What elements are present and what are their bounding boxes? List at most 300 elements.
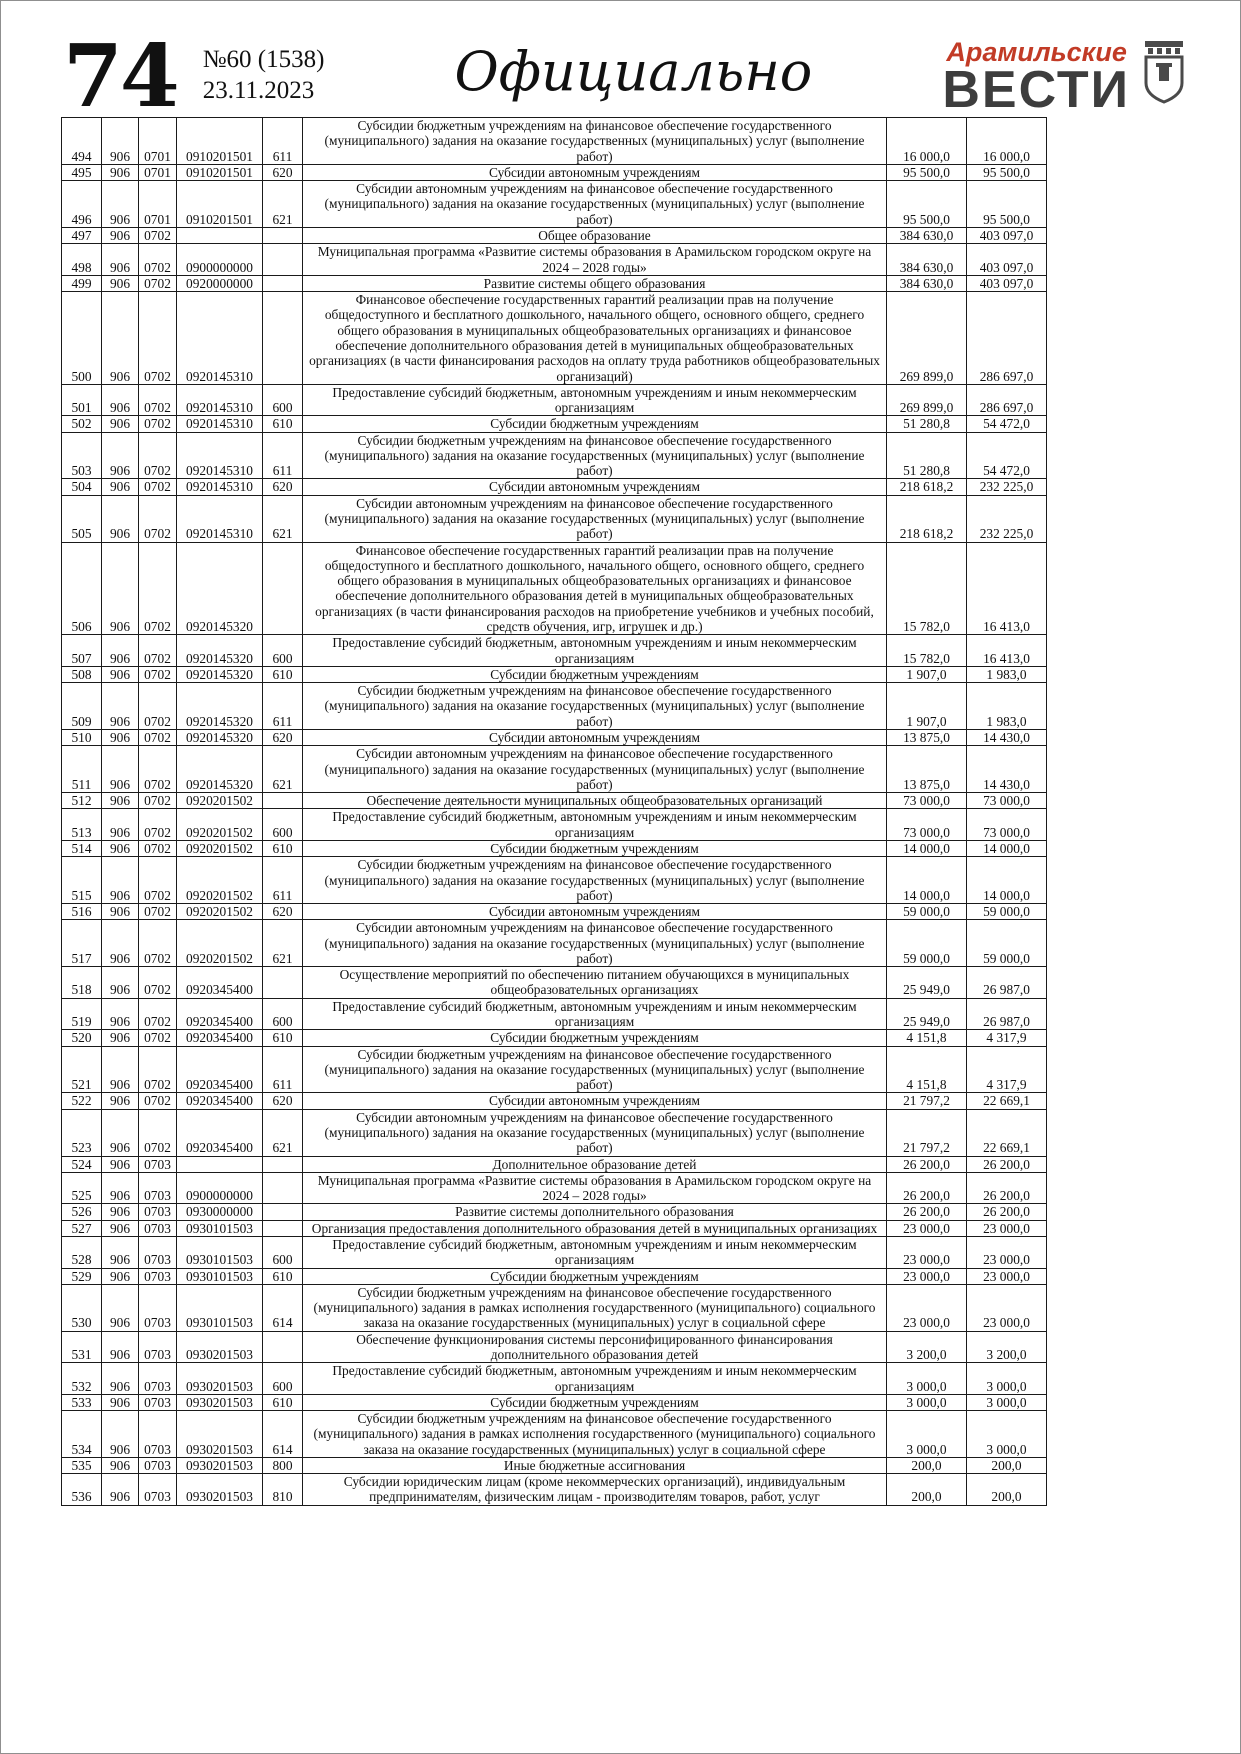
section-code-cell: 0702 xyxy=(139,967,177,999)
section-code-cell: 0702 xyxy=(139,809,177,841)
amount-first-cell: 3 000,0 xyxy=(887,1394,967,1410)
expense-name-cell: Субсидии бюджетным учреждениям xyxy=(303,1030,887,1046)
section-code-cell: 0701 xyxy=(139,181,177,228)
target-article-code-cell: 0920201502 xyxy=(177,840,263,856)
budget-table-row xyxy=(62,181,1047,228)
expense-name-cell: Общее образование xyxy=(303,227,887,243)
budget-table-row xyxy=(62,432,1047,479)
budget-table-row xyxy=(62,666,1047,682)
row-number-cell: 503 xyxy=(62,432,102,479)
expense-name-cell: Субсидии бюджетным учреждениям xyxy=(303,1268,887,1284)
amount-second-cell: 403 097,0 xyxy=(967,244,1047,276)
amount-second-cell: 22 669,1 xyxy=(967,1109,1047,1156)
expense-type-code-cell: 610 xyxy=(263,1030,303,1046)
row-number-cell: 519 xyxy=(62,998,102,1030)
expense-name-cell: Субсидии бюджетным учреждениям xyxy=(303,666,887,682)
row-number-cell: 521 xyxy=(62,1046,102,1093)
amount-second-cell: 3 200,0 xyxy=(967,1331,1047,1363)
section-code-cell: 0702 xyxy=(139,542,177,635)
section-code-cell: 0703 xyxy=(139,1204,177,1220)
budget-table-row xyxy=(62,384,1047,416)
amount-first-cell: 269 899,0 xyxy=(887,384,967,416)
amount-first-cell: 21 797,2 xyxy=(887,1093,967,1109)
expense-type-code-cell: 614 xyxy=(263,1284,303,1331)
expense-name-cell: Субсидии бюджетным учреждениям на финансовое обеспечение государственного (муниципального) задания на оказание государственных (муниципальных) услуг (выполнение работ) xyxy=(303,683,887,730)
row-number-cell: 500 xyxy=(62,292,102,385)
grbs-code-cell: 906 xyxy=(102,1363,139,1395)
budget-table-row xyxy=(62,542,1047,635)
expense-name-cell: Иные бюджетные ассигнования xyxy=(303,1457,887,1473)
expense-name-cell: Обеспечение функционирования системы персонифицированного финансирования дополнительного образования детей xyxy=(303,1331,887,1363)
row-number-cell: 494 xyxy=(62,118,102,165)
expense-name-cell: Предоставление субсидий бюджетным, автономным учреждениям и иным некоммерческим организациям xyxy=(303,809,887,841)
amount-second-cell: 26 200,0 xyxy=(967,1204,1047,1220)
expense-type-code-cell: 614 xyxy=(263,1411,303,1458)
section-code-cell: 0702 xyxy=(139,275,177,291)
expense-type-code-cell: 611 xyxy=(263,683,303,730)
target-article-code-cell: 0920145320 xyxy=(177,746,263,793)
row-number-cell: 512 xyxy=(62,793,102,809)
expense-name-cell: Предоставление субсидий бюджетным, автономным учреждениям и иным некоммерческим организациям xyxy=(303,384,887,416)
target-article-code-cell: 0920145320 xyxy=(177,635,263,667)
row-number-cell: 533 xyxy=(62,1394,102,1410)
budget-table-row xyxy=(62,1363,1047,1395)
expense-type-code-cell: 610 xyxy=(263,840,303,856)
target-article-code-cell: 0920345400 xyxy=(177,1093,263,1109)
amount-second-cell: 26 987,0 xyxy=(967,967,1047,999)
expense-type-code-cell: 611 xyxy=(263,432,303,479)
amount-first-cell: 200,0 xyxy=(887,1474,967,1506)
target-article-code-cell: 0910201501 xyxy=(177,181,263,228)
budget-table-row xyxy=(62,1030,1047,1046)
expense-name-cell: Муниципальная программа «Развитие системы образования в Арамильском городском округе на 2024 – 2028 годы» xyxy=(303,244,887,276)
section-code-cell: 0703 xyxy=(139,1457,177,1473)
expense-name-cell: Предоставление субсидий бюджетным, автономным учреждениям и иным некоммерческим организациям xyxy=(303,1236,887,1268)
target-article-code-cell: 0930101503 xyxy=(177,1268,263,1284)
target-article-code-cell: 0920145320 xyxy=(177,542,263,635)
target-article-code-cell: 0930201503 xyxy=(177,1474,263,1506)
expense-type-code-cell: 620 xyxy=(263,729,303,745)
budget-table-row xyxy=(62,967,1047,999)
amount-second-cell: 54 472,0 xyxy=(967,432,1047,479)
target-article-code-cell: 0930201503 xyxy=(177,1394,263,1410)
expense-type-code-cell: 600 xyxy=(263,384,303,416)
target-article-code-cell: 0930201503 xyxy=(177,1363,263,1395)
expense-type-code-cell: 610 xyxy=(263,416,303,432)
expense-name-cell: Субсидии бюджетным учреждениям xyxy=(303,416,887,432)
amount-first-cell: 23 000,0 xyxy=(887,1268,967,1284)
expense-type-code-cell: 621 xyxy=(263,920,303,967)
budget-table-row xyxy=(62,840,1047,856)
expense-type-code-cell: 620 xyxy=(263,164,303,180)
row-number-cell: 507 xyxy=(62,635,102,667)
section-code-cell: 0702 xyxy=(139,416,177,432)
amount-second-cell: 1 983,0 xyxy=(967,683,1047,730)
row-number-cell: 524 xyxy=(62,1156,102,1172)
target-article-code-cell: 0930201503 xyxy=(177,1411,263,1458)
budget-table xyxy=(61,117,1047,1506)
section-title: Официально xyxy=(454,40,813,103)
amount-first-cell: 269 899,0 xyxy=(887,292,967,385)
amount-first-cell: 23 000,0 xyxy=(887,1284,967,1331)
row-number-cell: 504 xyxy=(62,479,102,495)
expense-type-code-cell xyxy=(263,292,303,385)
expense-name-cell: Осуществление мероприятий по обеспечению питанием обучающихся в муниципальных общеобразовательных организациях xyxy=(303,967,887,999)
row-number-cell: 502 xyxy=(62,416,102,432)
target-article-code-cell: 0910201501 xyxy=(177,118,263,165)
expense-type-code-cell: 600 xyxy=(263,1236,303,1268)
section-code-cell: 0702 xyxy=(139,1030,177,1046)
row-number-cell: 518 xyxy=(62,967,102,999)
grbs-code-cell: 906 xyxy=(102,840,139,856)
budget-table-body xyxy=(62,118,1047,1506)
budget-table-row xyxy=(62,1046,1047,1093)
amount-first-cell: 26 200,0 xyxy=(887,1156,967,1172)
budget-table-row xyxy=(62,118,1047,165)
amount-first-cell: 59 000,0 xyxy=(887,920,967,967)
amount-second-cell: 14 430,0 xyxy=(967,746,1047,793)
amount-first-cell: 218 618,2 xyxy=(887,479,967,495)
section-code-cell: 0703 xyxy=(139,1156,177,1172)
section-code-cell: 0702 xyxy=(139,244,177,276)
target-article-code-cell: 0920145310 xyxy=(177,479,263,495)
target-article-code-cell: 0920201502 xyxy=(177,809,263,841)
row-number-cell: 501 xyxy=(62,384,102,416)
amount-first-cell: 384 630,0 xyxy=(887,275,967,291)
amount-first-cell: 384 630,0 xyxy=(887,244,967,276)
row-number-cell: 530 xyxy=(62,1284,102,1331)
expense-type-code-cell: 610 xyxy=(263,666,303,682)
amount-second-cell: 23 000,0 xyxy=(967,1284,1047,1331)
grbs-code-cell: 906 xyxy=(102,495,139,542)
grbs-code-cell: 906 xyxy=(102,275,139,291)
budget-table-row xyxy=(62,1172,1047,1204)
row-number-cell: 513 xyxy=(62,809,102,841)
expense-type-code-cell: 610 xyxy=(263,1268,303,1284)
expense-type-code-cell xyxy=(263,1172,303,1204)
expense-name-cell: Субсидии автономным учреждениям на финансовое обеспечение государственного (муниципального) задания на оказание государственных (муниципальных) услуг (выполнение работ) xyxy=(303,181,887,228)
budget-table-row xyxy=(62,1394,1047,1410)
section-code-cell: 0702 xyxy=(139,793,177,809)
expense-type-code-cell xyxy=(263,1156,303,1172)
amount-first-cell: 23 000,0 xyxy=(887,1220,967,1236)
amount-first-cell: 4 151,8 xyxy=(887,1046,967,1093)
section-code-cell: 0702 xyxy=(139,904,177,920)
grbs-code-cell: 906 xyxy=(102,181,139,228)
amount-second-cell: 73 000,0 xyxy=(967,793,1047,809)
budget-table-row xyxy=(62,1236,1047,1268)
expense-type-code-cell: 611 xyxy=(263,118,303,165)
amount-first-cell: 3 000,0 xyxy=(887,1363,967,1395)
row-number-cell: 529 xyxy=(62,1268,102,1284)
expense-name-cell: Субсидии автономным учреждениям на финансовое обеспечение государственного (муниципального) задания на оказание государственных (муниципальных) услуг (выполнение работ) xyxy=(303,746,887,793)
expense-name-cell: Предоставление субсидий бюджетным, автономным учреждениям и иным некоммерческим организациям xyxy=(303,998,887,1030)
target-article-code-cell: 0920345400 xyxy=(177,1109,263,1156)
amount-first-cell: 23 000,0 xyxy=(887,1236,967,1268)
amount-first-cell: 51 280,8 xyxy=(887,432,967,479)
expense-name-cell: Финансовое обеспечение государственных гарантий реализации прав на получение общедоступного и бесплатного дошкольного, начального общего, основного общего, среднего общего образования в муниципальных общеобразовательных организациях и финансовое обеспечение дополнительного образования детей в муниципальных общеобразовательных организациях (в части финансирования расходов на оплату труда работников общеобразовательных организаций) xyxy=(303,292,887,385)
budget-table-row xyxy=(62,1411,1047,1458)
grbs-code-cell: 906 xyxy=(102,683,139,730)
budget-table-row xyxy=(62,998,1047,1030)
amount-first-cell: 4 151,8 xyxy=(887,1030,967,1046)
grbs-code-cell: 906 xyxy=(102,227,139,243)
expense-type-code-cell xyxy=(263,1331,303,1363)
grbs-code-cell: 906 xyxy=(102,1268,139,1284)
row-number-cell: 534 xyxy=(62,1411,102,1458)
amount-second-cell: 16 413,0 xyxy=(967,542,1047,635)
section-code-cell: 0701 xyxy=(139,164,177,180)
section-code-cell: 0702 xyxy=(139,495,177,542)
brand-name-top: Арамильские xyxy=(946,37,1127,67)
grbs-code-cell: 906 xyxy=(102,1093,139,1109)
amount-first-cell: 15 782,0 xyxy=(887,635,967,667)
budget-table-row xyxy=(62,1284,1047,1331)
expense-name-cell: Обеспечение деятельности муниципальных общеобразовательных организаций xyxy=(303,793,887,809)
target-article-code-cell xyxy=(177,227,263,243)
expense-type-code-cell: 600 xyxy=(263,1363,303,1395)
row-number-cell: 510 xyxy=(62,729,102,745)
expense-name-cell: Дополнительное образование детей xyxy=(303,1156,887,1172)
expense-name-cell: Субсидии автономным учреждениям xyxy=(303,1093,887,1109)
amount-second-cell: 232 225,0 xyxy=(967,479,1047,495)
amount-second-cell: 14 000,0 xyxy=(967,857,1047,904)
row-number-cell: 523 xyxy=(62,1109,102,1156)
amount-second-cell: 16 413,0 xyxy=(967,635,1047,667)
amount-first-cell: 200,0 xyxy=(887,1457,967,1473)
amount-second-cell: 26 200,0 xyxy=(967,1156,1047,1172)
budget-table-row xyxy=(62,746,1047,793)
grbs-code-cell: 906 xyxy=(102,1109,139,1156)
expense-name-cell: Субсидии бюджетным учреждениям на финансовое обеспечение государственного (муниципального) задания на оказание государственных (муниципальных) услуг (выполнение работ) xyxy=(303,118,887,165)
expense-name-cell: Субсидии автономным учреждениям на финансовое обеспечение государственного (муниципального) задания на оказание государственных (муниципальных) услуг (выполнение работ) xyxy=(303,495,887,542)
grbs-code-cell: 906 xyxy=(102,904,139,920)
row-number-cell: 516 xyxy=(62,904,102,920)
amount-first-cell: 95 500,0 xyxy=(887,181,967,228)
expense-type-code-cell: 621 xyxy=(263,181,303,228)
budget-table-row xyxy=(62,495,1047,542)
target-article-code-cell: 0920145310 xyxy=(177,416,263,432)
amount-second-cell: 4 317,9 xyxy=(967,1046,1047,1093)
section-code-cell: 0702 xyxy=(139,857,177,904)
row-number-cell: 505 xyxy=(62,495,102,542)
section-code-cell: 0702 xyxy=(139,1093,177,1109)
row-number-cell: 514 xyxy=(62,840,102,856)
section-code-cell: 0703 xyxy=(139,1411,177,1458)
expense-type-code-cell: 610 xyxy=(263,1394,303,1410)
budget-table-row xyxy=(62,1109,1047,1156)
amount-first-cell: 14 000,0 xyxy=(887,857,967,904)
budget-table-row xyxy=(62,292,1047,385)
issue-number: №60 (1538) xyxy=(202,46,325,73)
amount-first-cell: 13 875,0 xyxy=(887,729,967,745)
section-code-cell: 0703 xyxy=(139,1172,177,1204)
grbs-code-cell: 906 xyxy=(102,967,139,999)
grbs-code-cell: 906 xyxy=(102,1394,139,1410)
budget-table-row xyxy=(62,1156,1047,1172)
section-code-cell: 0702 xyxy=(139,746,177,793)
amount-first-cell: 59 000,0 xyxy=(887,904,967,920)
amount-first-cell: 13 875,0 xyxy=(887,746,967,793)
expense-type-code-cell: 600 xyxy=(263,635,303,667)
section-code-cell: 0702 xyxy=(139,384,177,416)
section-code-cell: 0702 xyxy=(139,683,177,730)
target-article-code-cell xyxy=(177,1156,263,1172)
amount-second-cell: 200,0 xyxy=(967,1457,1047,1473)
expense-type-code-cell xyxy=(263,967,303,999)
expense-type-code-cell xyxy=(263,227,303,243)
amount-second-cell: 95 500,0 xyxy=(967,181,1047,228)
row-number-cell: 497 xyxy=(62,227,102,243)
grbs-code-cell: 906 xyxy=(102,809,139,841)
budget-table-row xyxy=(62,275,1047,291)
grbs-code-cell: 906 xyxy=(102,1236,139,1268)
amount-first-cell: 1 907,0 xyxy=(887,666,967,682)
target-article-code-cell: 0920145320 xyxy=(177,683,263,730)
amount-second-cell: 200,0 xyxy=(967,1474,1047,1506)
amount-second-cell: 3 000,0 xyxy=(967,1394,1047,1410)
amount-second-cell: 1 983,0 xyxy=(967,666,1047,682)
budget-table-row xyxy=(62,857,1047,904)
expense-name-cell: Субсидии бюджетным учреждениям xyxy=(303,1394,887,1410)
expense-name-cell: Субсидии бюджетным учреждениям xyxy=(303,840,887,856)
row-number-cell: 536 xyxy=(62,1474,102,1506)
row-number-cell: 496 xyxy=(62,181,102,228)
grbs-code-cell: 906 xyxy=(102,118,139,165)
grbs-code-cell: 906 xyxy=(102,1156,139,1172)
row-number-cell: 520 xyxy=(62,1030,102,1046)
expense-type-code-cell xyxy=(263,244,303,276)
section-code-cell: 0702 xyxy=(139,666,177,682)
amount-first-cell: 51 280,8 xyxy=(887,416,967,432)
target-article-code-cell: 0920000000 xyxy=(177,275,263,291)
expense-type-code-cell: 611 xyxy=(263,857,303,904)
expense-name-cell: Субсидии бюджетным учреждениям на финансовое обеспечение государственного (муниципального) задания на оказание государственных (муниципальных) услуг (выполнение работ) xyxy=(303,1046,887,1093)
expense-type-code-cell: 810 xyxy=(263,1474,303,1506)
budget-table-row xyxy=(62,244,1047,276)
budget-table-row xyxy=(62,793,1047,809)
section-code-cell: 0702 xyxy=(139,432,177,479)
grbs-code-cell: 906 xyxy=(102,1220,139,1236)
amount-second-cell: 95 500,0 xyxy=(967,164,1047,180)
amount-second-cell: 23 000,0 xyxy=(967,1220,1047,1236)
expense-name-cell: Организация предоставления дополнительного образования детей в муниципальных организациях xyxy=(303,1220,887,1236)
row-number-cell: 535 xyxy=(62,1457,102,1473)
grbs-code-cell: 906 xyxy=(102,1457,139,1473)
budget-table-row xyxy=(62,1220,1047,1236)
target-article-code-cell: 0930201503 xyxy=(177,1331,263,1363)
target-article-code-cell: 0920201502 xyxy=(177,920,263,967)
grbs-code-cell: 906 xyxy=(102,479,139,495)
expense-name-cell: Субсидии бюджетным учреждениям на финансовое обеспечение государственного (муниципального) задания на оказание государственных (муниципальных) услуг (выполнение работ) xyxy=(303,857,887,904)
section-code-cell: 0703 xyxy=(139,1220,177,1236)
target-article-code-cell: 0920145320 xyxy=(177,729,263,745)
amount-second-cell: 16 000,0 xyxy=(967,118,1047,165)
grbs-code-cell: 906 xyxy=(102,164,139,180)
amount-first-cell: 16 000,0 xyxy=(887,118,967,165)
expense-name-cell: Финансовое обеспечение государственных гарантий реализации прав на получение общедоступного и бесплатного дошкольного, начального общего, основного общего, среднего общего образования в муниципальных общеобразовательных организациях и финансовое обеспечение дополнительного образования детей в муниципальных общеобразовательных организациях (в части финансирования расходов на приобретение учебников и учебных пособий, средств обучения, игр, игрушек и др.) xyxy=(303,542,887,635)
amount-first-cell: 25 949,0 xyxy=(887,967,967,999)
budget-table-row xyxy=(62,729,1047,745)
amount-second-cell: 22 669,1 xyxy=(967,1093,1047,1109)
target-article-code-cell: 0920345400 xyxy=(177,1030,263,1046)
section-code-cell: 0702 xyxy=(139,998,177,1030)
amount-second-cell: 59 000,0 xyxy=(967,904,1047,920)
target-article-code-cell: 0920201502 xyxy=(177,793,263,809)
amount-first-cell: 1 907,0 xyxy=(887,683,967,730)
section-code-cell: 0702 xyxy=(139,1109,177,1156)
expense-type-code-cell xyxy=(263,542,303,635)
grbs-code-cell: 906 xyxy=(102,666,139,682)
expense-name-cell: Субсидии бюджетным учреждениям на финансовое обеспечение государственного (муниципального) задания на оказание государственных (муниципальных) услуг (выполнение работ) xyxy=(303,432,887,479)
amount-second-cell: 14 000,0 xyxy=(967,840,1047,856)
budget-table-row xyxy=(62,1474,1047,1506)
section-code-cell: 0701 xyxy=(139,118,177,165)
grbs-code-cell: 906 xyxy=(102,416,139,432)
target-article-code-cell: 0920145310 xyxy=(177,384,263,416)
expense-name-cell: Субсидии автономным учреждениям на финансовое обеспечение государственного (муниципального) задания на оказание государственных (муниципальных) услуг (выполнение работ) xyxy=(303,1109,887,1156)
target-article-code-cell: 0920145310 xyxy=(177,292,263,385)
expense-type-code-cell: 620 xyxy=(263,1093,303,1109)
section-code-cell: 0702 xyxy=(139,729,177,745)
expense-name-cell: Субсидии автономным учреждениям xyxy=(303,904,887,920)
grbs-code-cell: 906 xyxy=(102,1030,139,1046)
expense-type-code-cell: 611 xyxy=(263,1046,303,1093)
expense-type-code-cell: 600 xyxy=(263,998,303,1030)
amount-first-cell: 73 000,0 xyxy=(887,809,967,841)
target-article-code-cell: 0920345400 xyxy=(177,1046,263,1093)
section-code-cell: 0703 xyxy=(139,1474,177,1506)
expense-type-code-cell: 800 xyxy=(263,1457,303,1473)
expense-type-code-cell: 621 xyxy=(263,495,303,542)
expense-type-code-cell xyxy=(263,793,303,809)
target-article-code-cell: 0920145310 xyxy=(177,432,263,479)
expense-type-code-cell: 620 xyxy=(263,904,303,920)
grbs-code-cell: 906 xyxy=(102,920,139,967)
budget-table-row xyxy=(62,1331,1047,1363)
expense-type-code-cell xyxy=(263,1220,303,1236)
target-article-code-cell: 0930000000 xyxy=(177,1204,263,1220)
section-code-cell: 0702 xyxy=(139,840,177,856)
row-number-cell: 522 xyxy=(62,1093,102,1109)
amount-second-cell: 26 987,0 xyxy=(967,998,1047,1030)
target-article-code-cell: 0920345400 xyxy=(177,998,263,1030)
section-code-cell: 0702 xyxy=(139,635,177,667)
amount-second-cell: 14 430,0 xyxy=(967,729,1047,745)
brand-name-bottom: ВЕСТИ xyxy=(942,61,1130,119)
expense-name-cell: Предоставление субсидий бюджетным, автономным учреждениям и иным некоммерческим организациям xyxy=(303,1363,887,1395)
grbs-code-cell: 906 xyxy=(102,793,139,809)
amount-second-cell: 3 000,0 xyxy=(967,1363,1047,1395)
amount-second-cell: 286 697,0 xyxy=(967,292,1047,385)
row-number-cell: 498 xyxy=(62,244,102,276)
expense-name-cell: Субсидии автономным учреждениям на финансовое обеспечение государственного (муниципального) задания на оказание государственных (муниципальных) услуг (выполнение работ) xyxy=(303,920,887,967)
target-article-code-cell: 0930101503 xyxy=(177,1220,263,1236)
row-number-cell: 499 xyxy=(62,275,102,291)
section-code-cell: 0702 xyxy=(139,479,177,495)
budget-table-row xyxy=(62,809,1047,841)
section-code-cell: 0703 xyxy=(139,1268,177,1284)
section-code-cell: 0703 xyxy=(139,1394,177,1410)
row-number-cell: 495 xyxy=(62,164,102,180)
amount-second-cell: 403 097,0 xyxy=(967,275,1047,291)
grbs-code-cell: 906 xyxy=(102,635,139,667)
page-number: 74 xyxy=(63,26,177,127)
expense-name-cell: Субсидии юридическим лицам (кроме некоммерческих организаций), индивидуальным предпринимателям, физическим лицам - производителям товаров, работ, услуг xyxy=(303,1474,887,1506)
issue-block xyxy=(203,45,325,106)
row-number-cell: 508 xyxy=(62,666,102,682)
grbs-code-cell: 906 xyxy=(102,1204,139,1220)
